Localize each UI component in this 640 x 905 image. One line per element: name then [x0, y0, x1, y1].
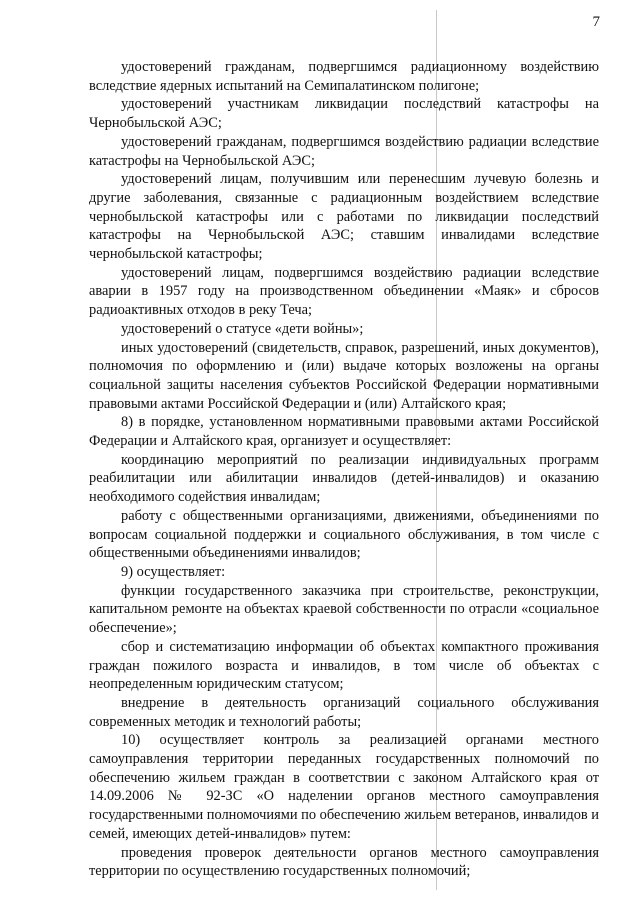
paragraph: работу с общественными организациями, движениями, объединениями по вопросам социальной поддержки и социального обслуживания, в том числе с общественными объединениями инвалидов; [89, 507, 599, 562]
paragraph: удостоверений о статусе «дети войны»; [121, 320, 364, 337]
paragraph: удостоверений лицам, получившим или перенесшим лучевую болезнь и другие заболевания, связанные с радиационным воздействием вследствие чернобыльской катастрофы или с работами по ликвидации последствий катастрофы на Чернобыльской АЭС; ставшим инвалидами вследствие чернобыльской катастрофы; [89, 171, 599, 263]
paragraph: 10) осуществляет контроль за реализацией органами местного самоуправления территории переданных государственных полномочий по обеспечению жильем граждан в соответствии с законом Алтайского края от 14.09.2006 № 92-ЗС «О наделении органов местного самоуправления государственными полномочиями по обеспечению жильем ветеранов, инвалидов и семей, имеющих детей-инвалидов» путем: [89, 732, 599, 842]
paragraph: 9) осуществляет: [121, 563, 226, 580]
paragraph: иных удостоверений (свидетельств, справок, разрешений, иных документов), полномочия по оформлению и (или) выдаче которых возложены на органы социальной защиты населения субъектов Российской Федерации нормативными правовыми актами Российской Федерации и (или) Алтайского края; [89, 339, 599, 412]
document-body [89, 58, 599, 881]
paragraph: проведения проверок деятельности органов местного самоуправления территории по осуществлению государственных полномочий; [89, 844, 599, 880]
paragraph: удостоверений участникам ликвидации последствий катастрофы на Чернобыльской АЭС; [89, 96, 599, 132]
page-number: 7 [592, 14, 600, 30]
paragraph: координацию мероприятий по реализации индивидуальных программ реабилитации или абилитации инвалидов (детей-инвалидов) и оказанию необходимого содействия инвалидам; [89, 451, 599, 506]
paragraph: сбор и систематизацию информации об объектах компактного проживания граждан пожилого возраста и инвалидов, в том числе об объектах с неопределенным юридическим статусом; [89, 638, 599, 693]
paragraph: 8) в порядке, установленном нормативными правовыми актами Российской Федерации и Алтайского края, организует и осуществляет: [89, 414, 599, 450]
paragraph: удостоверений гражданам, подвергшимся воздействию радиации вследствие катастрофы на Чернобыльской АЭС; [89, 133, 599, 169]
paragraph: удостоверений гражданам, подвергшимся радиационному воздействию вследствие ядерных испытаний на Семипалатинском полигоне; [89, 59, 599, 94]
paragraph: удостоверений лицам, подвергшимся воздействию радиации вследствие аварии в 1957 году на производственном объединении «Маяк» и сбросов радиоактивных отходов в реку Теча; [89, 264, 599, 319]
paragraph: внедрение в деятельность организаций социального обслуживания современных методик и технологий работы; [89, 694, 599, 730]
paragraph: функции государственного заказчика при строительстве, реконструкции, капитальном ремонте на объектах краевой собственности по отрасли «социальное обеспечение»; [89, 582, 599, 637]
